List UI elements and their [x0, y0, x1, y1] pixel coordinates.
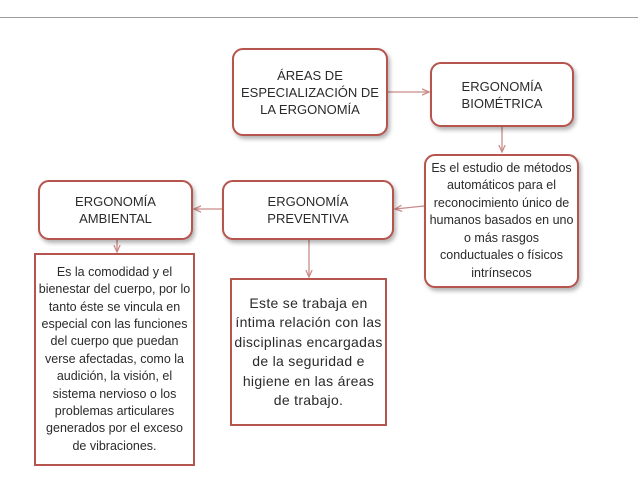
- main-topic-box: [232, 48, 388, 136]
- main-topic-text: ÁREAS DE ESPECIALIZACIÓN DE LA ERGONOMÍA: [241, 67, 379, 117]
- ambiental-text: ERGONOMÍA AMBIENTAL: [75, 194, 156, 226]
- preventiva-box: [222, 180, 394, 240]
- biometrica-box: [430, 62, 574, 127]
- biometrica-desc-text: Es el estudio de métodos automáticos para el reconocimiento único de humanos basados en uno o más rasgos conductuales o físicos intrínsecos: [429, 161, 574, 280]
- biometrica-text: ERGONOMÍA BIOMÉTRICA: [461, 78, 543, 111]
- preventiva-desc-box: [230, 278, 387, 426]
- ambiental-box: [38, 180, 193, 240]
- preventiva-desc-text: Este se trabaja en íntima relación con las disciplinas encargadas de la seguridad e higiene en las áreas de trabajo.: [234, 294, 383, 408]
- arrow-desc-to-preventiva: [395, 206, 424, 209]
- biometrica-desc-box: [424, 154, 579, 288]
- preventiva-text: ERGONOMÍA PREVENTIVA: [267, 194, 349, 226]
- ambiental-desc-box: [34, 253, 195, 466]
- ambiental-desc-text: Es la comodidad y el bienestar del cuerpo, por lo tanto éste se vincula en especial con las funciones del cuerpo que puedan verse afectadas, como la audición, la visión, el sistema nervioso o los problemas articulares generados por el exceso de vibraciones.: [38, 264, 191, 453]
